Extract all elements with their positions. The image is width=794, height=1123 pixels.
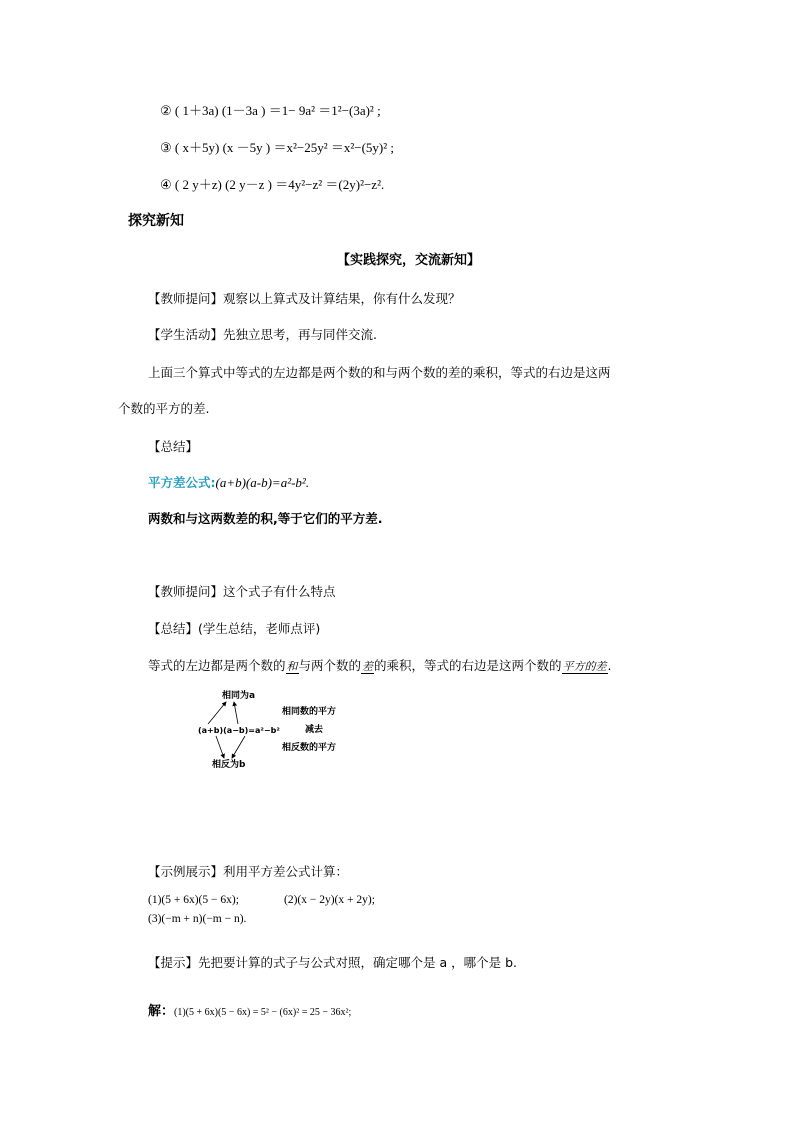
blank-square-difference: 平方的差 — [562, 660, 607, 673]
formula-label: 平方差公式: — [148, 475, 216, 490]
formula-line — [148, 473, 309, 491]
student-activity: 【学生活动】先独立思考，再与同伴交流. — [148, 327, 377, 342]
section-title: 探究新知 — [128, 213, 184, 229]
arrow-mid-up — [234, 702, 238, 724]
solution-line — [148, 1000, 351, 1019]
paragraph-1-line-2: 个数的平方的差. — [118, 401, 210, 416]
example-3: (3)(−m + n)(−m − n). — [148, 913, 247, 925]
example-1: (1)(5 + 6x)(5 − 6x); — [148, 894, 239, 906]
solution-label: 解： — [148, 1004, 175, 1019]
arrow-mid-down — [232, 736, 245, 758]
arrow-left-down — [216, 736, 224, 758]
hint: 【提示】先把要计算的式子与公式对照，确定哪个是 a ，哪个是 b. — [148, 955, 517, 970]
solution-1: (1)(5 + 6x)(5 − 6x) = 5² − (6x)² = 25 − 36x²; — [174, 1007, 352, 1018]
paragraph-2 — [148, 656, 612, 674]
formula-diagram — [190, 680, 370, 775]
summary-heading-2: 【总结】(学生总结，老师点评) — [148, 621, 321, 636]
example-2: (2)(x − 2y)(x + 2y); — [284, 894, 375, 906]
diagram-center-formula: (a+b)(a−b)=a²−b² — [198, 726, 280, 735]
formula-words: 两数和与这两数差的积,等于它们的平方差. — [148, 511, 383, 526]
equation-3: ③ ( x＋5y) (x －5y ) ＝x²−25y² ＝x²−(5y)² ; — [160, 140, 394, 155]
diagram-right-line-2: 减去 — [305, 725, 324, 735]
practice-title: 【实践探究，交流新知】 — [337, 253, 481, 268]
example-title: 【示例展示】利用平方差公式计算： — [148, 864, 349, 879]
teacher-question-2: 【教师提问】这个式子有什么特点 — [148, 584, 336, 599]
arrow-left-up — [208, 702, 226, 724]
paragraph-1-line-1: 上面三个算式中等式的左边都是两个数的和与两个数的差的乘积，等式的右边是这两 — [148, 365, 611, 380]
summary-heading-1: 【总结】 — [148, 439, 199, 454]
paragraph-2-mid-1: 与两个数的 — [298, 658, 362, 673]
diagram-bottom-label: 相反为b — [212, 760, 246, 770]
equation-4: ④ ( 2 y＋z) (2 y－z ) ＝4y²−z² ＝(2y)²−z². — [160, 177, 385, 192]
paragraph-2-end: . — [607, 658, 612, 673]
diagram-right-line-1: 相同数的平方 — [282, 707, 337, 717]
diagram-right-line-3: 相反数的平方 — [282, 743, 337, 753]
blank-sum: 和 — [286, 660, 298, 673]
teacher-question-1: 【教师提问】观察以上算式及计算结果，你有什么发现？ — [148, 291, 461, 306]
equation-2: ② ( 1＋3a) (1－3a ) ＝1− 9a² ＝1²−(3a)² ; — [160, 103, 381, 118]
diagram-top-label: 相同为a — [222, 691, 256, 701]
paragraph-2-pre: 等式的左边都是两个数的 — [148, 658, 286, 673]
formula-expression: (a+b)(a-b)=a²-b². — [215, 475, 310, 490]
blank-difference: 差 — [362, 660, 374, 673]
paragraph-2-mid-2: 的乘积，等式的右边是这两个数的 — [374, 658, 562, 673]
